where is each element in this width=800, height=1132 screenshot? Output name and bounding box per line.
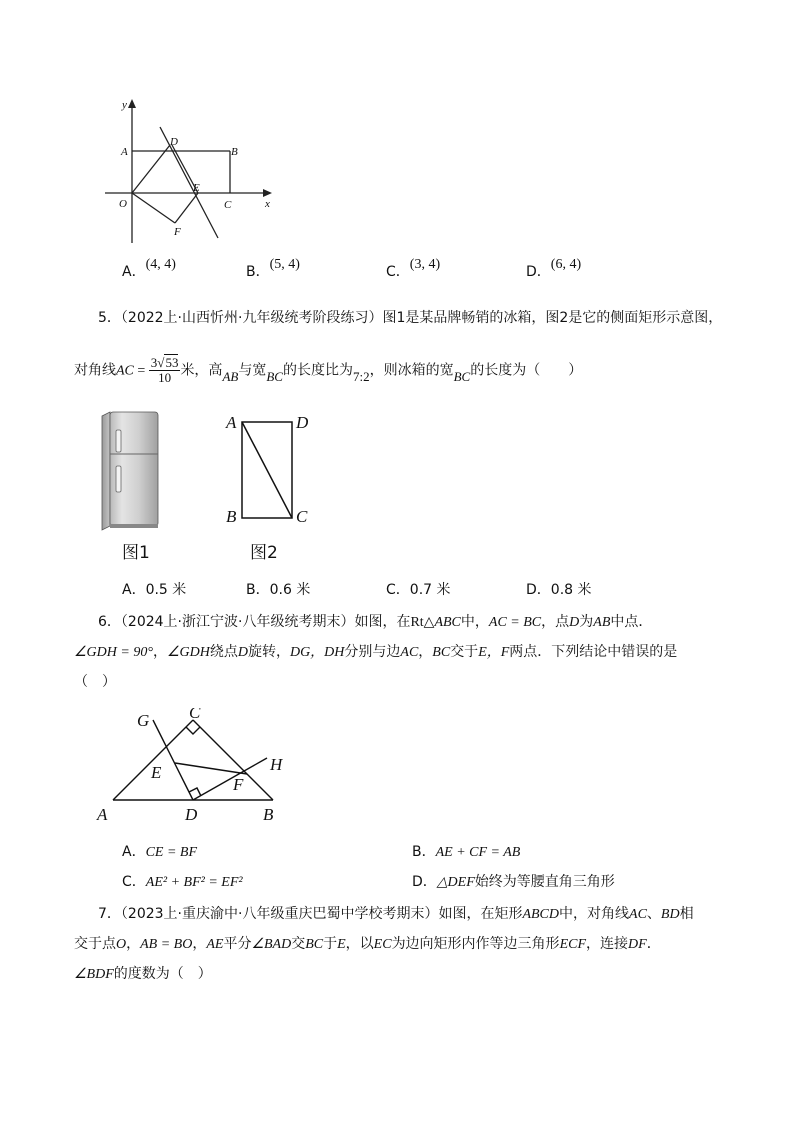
q6-line-1: 6．（2024上·浙江宁波·八年级统考期末）如图，在Rt△ABC中，AC = BC，点D为AB中点． xyxy=(98,614,653,630)
label-y: y xyxy=(122,99,127,111)
y-arrow xyxy=(128,99,136,108)
q4-option-c[interactable]: C．(3, 4) xyxy=(386,257,441,280)
diagonal-AC xyxy=(242,422,292,518)
right-angle-C xyxy=(186,727,200,734)
q6-line-2: ∠GDH = 90°，∠GDH绕点D旋转，DG，DH分别与边AC，BC交于E，F两点．下列结论中错误的是 xyxy=(74,644,678,660)
q5-number: 5． xyxy=(98,310,121,326)
coordinate-figure xyxy=(100,95,280,250)
x-arrow xyxy=(263,189,272,197)
fridge-handle-top xyxy=(116,430,121,452)
fridge-handle-bottom xyxy=(116,466,121,492)
q7-line-3: ∠BDF的度数为（ ） xyxy=(74,966,212,982)
label-D: D xyxy=(170,136,178,148)
fridge-figure xyxy=(98,410,168,532)
q6-option-a[interactable]: A．CE = BF xyxy=(122,844,198,860)
q5-option-b[interactable]: B．0.6 米 xyxy=(246,582,311,598)
label-F: F xyxy=(174,226,181,238)
segment-EF xyxy=(175,763,247,774)
label-B: B xyxy=(263,805,274,824)
q5-option-c[interactable]: C．0.7 米 xyxy=(386,582,451,598)
label-E: E xyxy=(151,763,162,782)
fig1-caption: 图1 xyxy=(122,543,150,563)
side-AC xyxy=(113,720,193,800)
label-H: H xyxy=(270,755,283,774)
rectangle-figure xyxy=(222,410,322,530)
q7-line-2: 交于点O，AB = BO，AE平分∠BAD交BC于E，以EC为边向矩形内作等边三角形ECF，连接DF． xyxy=(74,936,661,952)
q6-number: 6． xyxy=(98,614,121,630)
label-B: B xyxy=(231,146,238,158)
label-G: G xyxy=(137,711,150,730)
segment-OD xyxy=(132,145,170,193)
label-F: F xyxy=(233,775,244,794)
q6-paren: （ ） xyxy=(74,674,116,690)
q6-option-d[interactable]: D．△DEF始终为等腰直角三角形 xyxy=(412,874,615,890)
q5-option-d[interactable]: D．0.8 米 xyxy=(526,582,592,598)
label-A: A xyxy=(121,146,128,158)
label-C: C xyxy=(189,708,201,722)
q7-source: （2023上·重庆渝中·八年级重庆巴蜀中学校考期末） xyxy=(120,906,439,922)
triangle-figure xyxy=(95,708,295,826)
label-O: O xyxy=(119,198,127,210)
q5-fraction: $\frac{3√53}{10}$ xyxy=(150,355,179,385)
line-through-E xyxy=(160,127,218,238)
fig2-caption: 图2 xyxy=(250,543,278,563)
label-x: x xyxy=(265,198,270,210)
q5-option-a[interactable]: A．0.5 米 xyxy=(122,582,187,598)
label-D: D xyxy=(296,413,309,432)
q4-option-d[interactable]: D．(6, 4) xyxy=(526,257,582,280)
q5-line-2: 对角线AC = $\frac{3√53}{10}$ 米，高AB与宽BC的长度比为7:2，则冰箱的宽BC的长度为（ ） xyxy=(74,355,583,385)
label-B: B xyxy=(226,507,237,526)
segment-OF xyxy=(132,193,175,223)
q7-number: 7． xyxy=(98,906,121,922)
q5-line-1: 5．（2022上·山西忻州·九年级统考阶段练习）图1是某品牌畅销的冰箱，图2是它的侧面矩形示意图， xyxy=(98,310,723,326)
segment-EF xyxy=(175,193,198,223)
label-D: D xyxy=(185,805,198,824)
q6-option-c[interactable]: C．AE² + BF² = EF² xyxy=(122,874,243,890)
q4-option-b[interactable]: B．(5, 4) xyxy=(246,257,300,280)
ray-DH xyxy=(193,758,267,800)
label-E: E xyxy=(193,182,200,194)
q5-source: （2022上·山西忻州·九年级统考阶段练习） xyxy=(120,310,383,326)
q4-option-a[interactable]: A．(4, 4) xyxy=(122,257,176,280)
q7-line-1: 7．（2023上·重庆渝中·八年级重庆巴蜀中学校考期末）如图，在矩形ABCD中，对角线AC、BD相 xyxy=(98,906,694,922)
label-C: C xyxy=(296,507,308,526)
ray-DG xyxy=(153,720,193,800)
label-A: A xyxy=(226,413,237,432)
fridge-side xyxy=(102,412,110,530)
label-C: C xyxy=(224,199,232,211)
q6-option-b[interactable]: B．AE + CF = AB xyxy=(412,844,521,860)
q6-source: （2024上·浙江宁波·八年级统考期末） xyxy=(120,614,355,630)
label-A: A xyxy=(97,805,108,824)
